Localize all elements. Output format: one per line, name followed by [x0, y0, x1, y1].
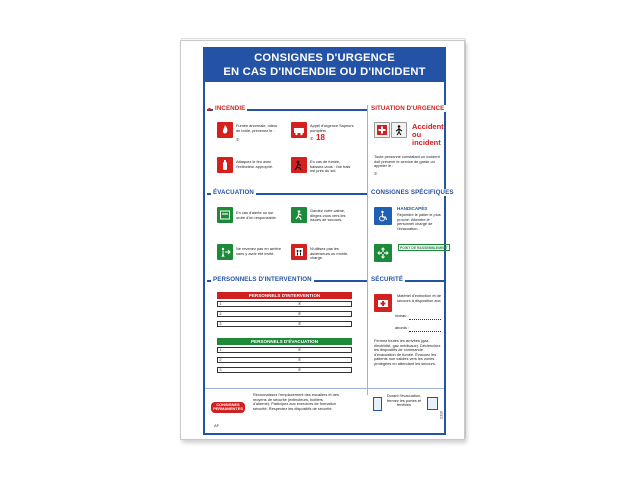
evacuation-item-4: N'utilisez pas les ascenseurs ou monte-charge. — [310, 246, 349, 261]
first-aid-kit-icon — [374, 294, 392, 312]
poster-header — [203, 47, 446, 82]
intervention-bar: PERSONNELS D'INTERVENTION — [217, 292, 352, 299]
fire-hand-icon — [217, 122, 233, 138]
running-exit-icon — [291, 207, 307, 223]
phone-icon: ✆ — [374, 171, 378, 176]
extinguisher-icon — [217, 157, 233, 173]
first-aid-icon — [374, 122, 390, 138]
evacuation-row-2[interactable]: 2 ✆ — [217, 357, 352, 363]
phone-icon: ✆ — [298, 312, 302, 316]
reference-left: AF — [214, 423, 220, 428]
evacuation-row-3[interactable]: 3 ✆ — [217, 367, 352, 373]
phone-icon: ✆ — [298, 322, 302, 326]
abords-field[interactable] — [409, 331, 441, 332]
incendie-item-1: Fumée anormale, odeur de brûlé, prévenez le : — [236, 123, 278, 133]
incendie-item-3: Attaquez le feu avec l'extincteur approprié. — [236, 159, 274, 169]
niveau-field[interactable] — [409, 319, 441, 320]
handicapes-title: HANDICAPÉS — [397, 206, 428, 211]
section-personnels-intervention: PERSONNELS D'INTERVENTION — [213, 276, 312, 283]
intervention-row-1[interactable]: 1 ✆ — [217, 301, 352, 307]
no-return-icon — [217, 244, 233, 260]
emergency-poster — [180, 40, 465, 440]
incendie-item-4: En cas de fumée, baissez-vous : l'air frais est près du sol. — [310, 159, 351, 174]
evacuation-item-2: Gardez votre calme, dirigez-vous vers les issues de secours. — [310, 208, 346, 223]
emergency-number: 18 — [316, 133, 325, 142]
section-securite: SÉCURITÉ — [371, 276, 404, 283]
phone-icon: ✆ — [236, 137, 240, 142]
door-text: Durant l'évacuation, fermez les portes et fenêtres — [386, 393, 422, 408]
footer-text: Reconnaissez l'emplacement des escaliers et des moyens de sécurité (extincteurs, boîtiers d'alarme). Participez aux exercices de formation sécurité. Respectez les dispositifs de sécurité. — [253, 392, 339, 411]
handicapes-text: Rejoindre le palier le plus proche. Attendre le personnel chargé de l'évacuation. — [397, 212, 441, 231]
incendie-dot — [208, 108, 211, 111]
fire-truck-icon — [291, 122, 307, 138]
column-divider — [367, 105, 368, 395]
section-incendie: INCENDIE — [215, 105, 246, 112]
crouching-person-icon — [291, 157, 307, 173]
phone-icon: ✆ — [298, 368, 302, 372]
title-line-2: EN CAS D'INCENDIE OU D'INCIDENT — [223, 66, 426, 78]
phone-icon: ✆ — [298, 358, 302, 362]
point-rassemblement-label: POINT DE RASSEMBLEMENT — [400, 245, 448, 250]
consignes-permanentes-badge: CONSIGNES PERMANENTES — [211, 402, 245, 413]
securite-text-1: Matériel d'extinction et de secours à disposition aux — [397, 293, 441, 303]
evacuation-row-1[interactable]: 1 ✆ — [217, 347, 352, 353]
section-situation-urgence: SITUATION D'URGENCE — [371, 105, 445, 112]
phone-icon: ✆ — [298, 348, 302, 352]
no-elevator-icon — [291, 244, 307, 260]
reference-right: E318 — [439, 411, 444, 419]
accident-label: Accident ou incident — [412, 122, 444, 147]
incendie-item-2: Appel d'urgence Sapeurs pompiers — [310, 123, 354, 133]
situation-text: Toute personne constatant un incident doit prévenir le service de garde ou appeler le : — [374, 154, 440, 169]
evacuation-item-1: En cas d'alerte ou sur ordre d'un responsable. — [236, 210, 277, 220]
title-line-1: CONSIGNES D'URGENCE — [254, 52, 395, 64]
intervention-row-2[interactable]: 2 ✆ — [217, 311, 352, 317]
assembly-point-icon — [374, 244, 392, 262]
phone-icon: ✆ — [298, 302, 302, 306]
intervention-row-3[interactable]: 3 ✆ — [217, 321, 352, 327]
section-evacuation: ÉVACUATION — [213, 189, 254, 196]
wheelchair-icon — [374, 207, 392, 225]
evacuation-group-icon — [217, 207, 233, 223]
securite-text-2: Fermez toutes les arrivées (gaz, électricité, gaz médicaux). Déclenchez les dispositifs de commande d'évacuation de fumée. Évacuez les patients non valides vers les zones protégées en attendant les secours. — [374, 338, 441, 366]
door-icon — [373, 397, 382, 411]
evacuation-bar: PERSONNELS D'ÉVACUATION — [217, 338, 352, 345]
window-icon — [427, 397, 438, 410]
evacuation-item-3: Ne revenez pas en arrière sans y avoir été invité. — [236, 246, 281, 256]
section-consignes-specifiques: CONSIGNES SPÉCIFIQUES — [371, 189, 454, 196]
niveau-label: niveau : — [395, 313, 409, 318]
injured-person-icon — [391, 122, 407, 138]
abords-label: abords : — [395, 325, 410, 330]
footer-separator — [205, 388, 444, 389]
phone-icon: ✆ — [310, 136, 314, 141]
